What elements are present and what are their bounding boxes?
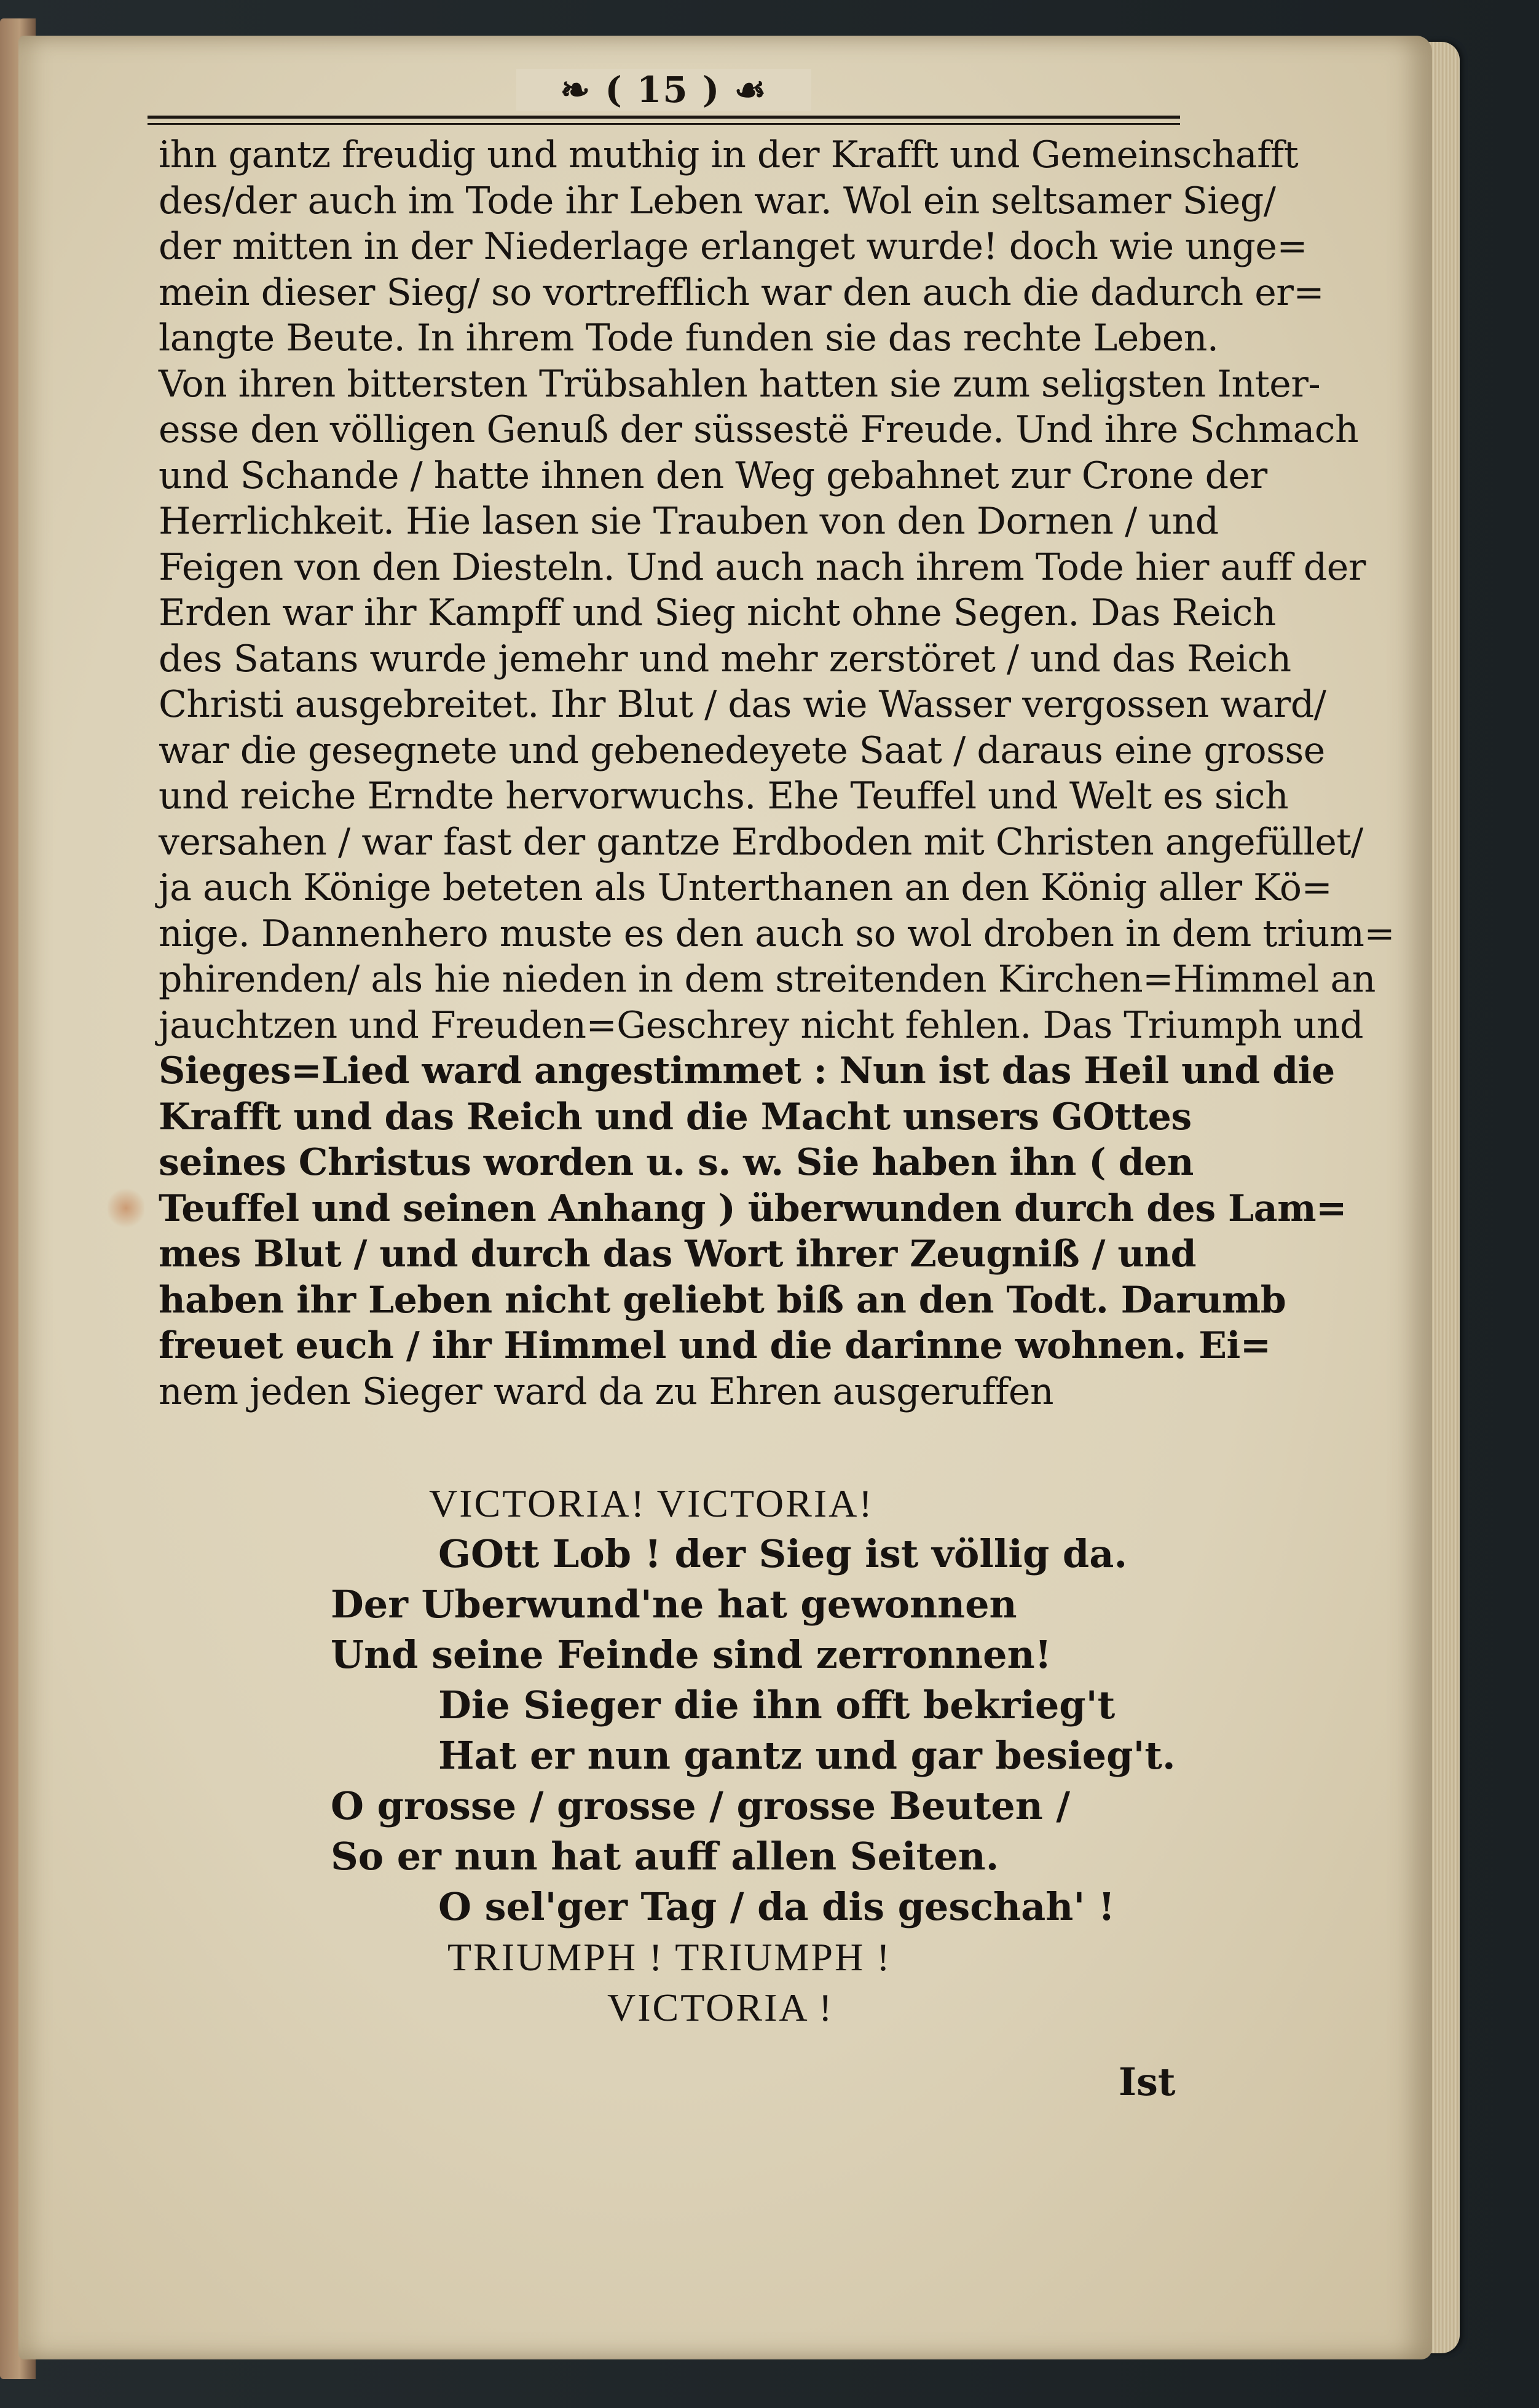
text-line-bold: Teuffel und seinen Anhang ) überwunden durch des Lam= xyxy=(159,1186,1347,1230)
header-rule xyxy=(148,116,1180,119)
text-line-bold: mes Blut / und durch das Wort ihrer Zeugniß / und xyxy=(159,1233,1197,1276)
ornament-left-icon: ❧ xyxy=(560,69,592,111)
text-line: ja auch Könige beteten als Unterthanen an den König aller Kö= xyxy=(159,866,1332,909)
text-line-bold: Sieges=Lied ward angestimmet : Nun ist das Heil und die xyxy=(159,1049,1335,1092)
header-rule-thin xyxy=(148,123,1180,125)
text-line-bold: freuet euch / ihr Himmel und die darinne wohnen. Ei= xyxy=(159,1324,1271,1367)
text-line: Erden war ihr Kampff und Sieg nicht ohne Segen. Das Reich xyxy=(159,591,1276,634)
poem-line: So er nun hat auff allen Seiten. xyxy=(331,1834,999,1879)
text-line: Christi ausgebreitet. Ihr Blut / das wie Wasser vergossen ward/ xyxy=(159,683,1326,726)
poem-line: O grosse / grosse / grosse Beuten / xyxy=(331,1783,1071,1828)
text-line: phirenden/ als hie nieden in dem streitenden Kirchen=Himmel an xyxy=(159,958,1376,1001)
body-text xyxy=(159,132,1395,1415)
text-line: des Satans wurde jemehr und mehr zerstöret / und das Reich xyxy=(159,637,1291,681)
poem-line: VICTORIA! VICTORIA! xyxy=(429,1482,874,1525)
text-line: ihn gantz freudig und muthig in der Krafft und Gemeinschafft xyxy=(159,133,1299,176)
poem-line: O sel'ger Tag / da dis geschah' ! xyxy=(438,1884,1116,1929)
poem-line: GOtt Lob ! der Sieg ist völlig da. xyxy=(438,1531,1128,1576)
text-line: versahen / war fast der gantze Erdboden mit Christen angefüllet/ xyxy=(159,820,1363,864)
folio-number: ( 15 ) xyxy=(605,69,721,111)
poem-line: Der Uberwund'ne hat gewonnen xyxy=(331,1582,1017,1627)
text-line: mein dieser Sieg/ so vortrefflich war den auch die dadurch er= xyxy=(159,270,1324,314)
text-line: esse den völligen Genuß der süssestë Freude. Und ihre Schmach xyxy=(159,408,1359,451)
text-line: Feigen von den Diesteln. Und auch nach ihrem Tode hier auff der xyxy=(159,545,1366,589)
poem-line: Die Sieger die ihn offt bekrieg't xyxy=(438,1683,1116,1727)
text-line: war die gesegnete und gebenedeyete Saat / daraus eine grosse xyxy=(159,728,1325,772)
text-line: der mitten in der Niederlage erlanget wurde! doch wie unge= xyxy=(159,225,1308,268)
victory-poem xyxy=(159,1478,1179,2033)
poem-line: Und seine Feinde sind zerronnen! xyxy=(331,1632,1052,1677)
text-line: langte Beute. In ihrem Tode funden sie das rechte Leben. xyxy=(159,317,1219,360)
text-line: nem jeden Sieger ward da zu Ehren ausgeruffen xyxy=(159,1370,1054,1413)
poem-line: Hat er nun gantz und gar besieg't. xyxy=(438,1733,1176,1778)
text-line-bold: Krafft und das Reich und die Macht unsers GOttes xyxy=(159,1095,1192,1139)
text-line-bold: haben ihr Leben nicht geliebt biß an den Todt. Darumb xyxy=(159,1278,1286,1322)
ornament-right-icon: ☙ xyxy=(734,69,768,111)
text-line: nige. Dannenhero muste es den auch so wol droben in dem trium= xyxy=(159,912,1395,955)
page-header xyxy=(148,69,1180,128)
ink-stain xyxy=(108,1186,144,1230)
text-line: Herrlichkeit. Hie lasen sie Trauben von den Dornen / und xyxy=(159,500,1219,543)
page-number xyxy=(516,69,811,111)
poem-line: VICTORIA ! xyxy=(607,1986,834,2029)
text-line: Von ihren bittersten Trübsahlen hatten sie zum seligsten Inter- xyxy=(159,362,1321,406)
text-line: und reiche Erndte hervorwuchs. Ehe Teuffel und Welt es sich xyxy=(159,775,1289,818)
catchword: Ist xyxy=(1119,2059,1176,2104)
text-line: des/der auch im Tode ihr Leben war. Wol ein seltsamer Sieg/ xyxy=(159,179,1276,223)
text-line-bold: seines Christus worden u. s. w. Sie haben ihn ( den xyxy=(159,1141,1194,1184)
poem-line: TRIUMPH ! TRIUMPH ! xyxy=(447,1935,892,1979)
text-line: und Schande / hatte ihnen den Weg gebahnet zur Crone der xyxy=(159,454,1267,497)
text-line: jauchtzen und Freuden=Geschrey nicht fehlen. Das Triumph und xyxy=(159,1003,1363,1047)
